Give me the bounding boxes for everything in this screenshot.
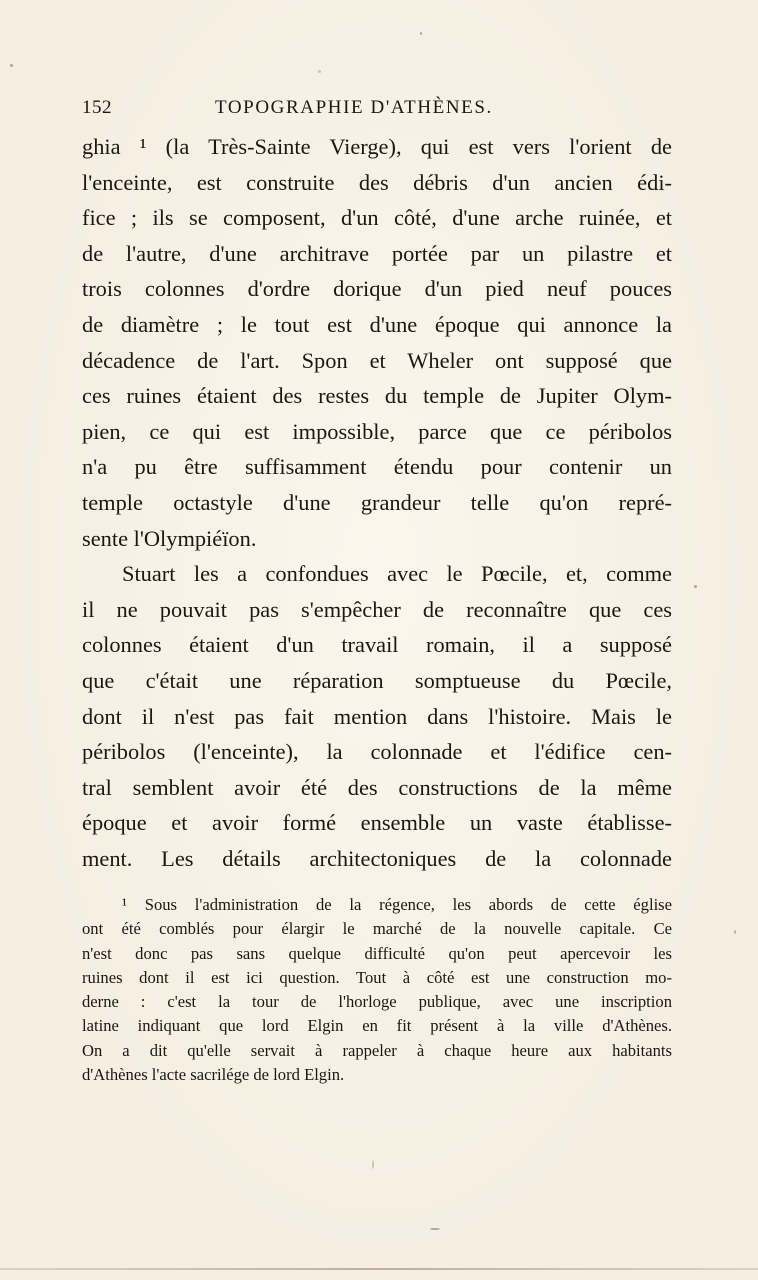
body-line: l'enceinte, est construite des débris d'un ancien édi- bbox=[82, 169, 672, 195]
body-line: pien, ce qui est impossible, parce que ce péribolos bbox=[82, 418, 672, 444]
paper-speck bbox=[430, 1228, 440, 1230]
body-line: Stuart les a confondues avec le Pœcile, et, comme bbox=[122, 561, 672, 587]
body-line: ghia ¹ (la Très-Sainte Vierge), qui est vers l'orient de bbox=[82, 134, 672, 159]
page-header bbox=[82, 97, 670, 123]
body-line: de diamètre ; le tout est d'une époque qui annonce la bbox=[82, 311, 672, 337]
body-line: ment. Les détails architectoniques de la colonnade bbox=[82, 845, 672, 871]
body-line: trois colonnes d'ordre dorique d'un pied neuf pouces bbox=[82, 276, 672, 302]
footnotes bbox=[82, 893, 672, 1087]
footnote-line: n'est donc pas sans quelque difficulté qu'on peut apercevoir les bbox=[82, 943, 672, 963]
body-line: temple octastyle d'une grandeur telle qu'on repré- bbox=[82, 489, 672, 515]
body-line: fice ; ils se composent, d'un côté, d'une arche ruinée, et bbox=[82, 205, 672, 231]
footnote-line: ont été comblés pour élargir le marché de la nouvelle capitale. Ce bbox=[82, 919, 672, 939]
body-line: n'a pu être suffisamment étendu pour contenir un bbox=[82, 454, 672, 480]
body-text bbox=[82, 129, 672, 876]
footnote-line: d'Athènes l'acte sacrilége de lord Elgin. bbox=[82, 1065, 345, 1085]
body-line: colonnes étaient d'un travail romain, il a supposé bbox=[82, 632, 672, 658]
body-line: péribolos (l'enceinte), la colonnade et l'édifice cen- bbox=[82, 739, 672, 765]
paper-speck bbox=[372, 1160, 374, 1169]
body-line: que c'était une réparation somptueuse du Pœcile, bbox=[82, 667, 672, 693]
footnote-line: On a dit qu'elle servait à rappeler à chaque heure aux habitants bbox=[82, 1040, 672, 1060]
footnote-line: latine indiquant que lord Elgin en fit présent à la ville d'Athènes. bbox=[82, 1016, 672, 1036]
footnote-line: derne : c'est la tour de l'horloge publique, avec une inscription bbox=[82, 992, 672, 1012]
paper-speck bbox=[318, 70, 321, 73]
paper-speck bbox=[734, 930, 736, 934]
page-edge bbox=[0, 1268, 758, 1270]
body-line: tral semblent avoir été des constructions de la même bbox=[82, 774, 672, 800]
body-line: il ne pouvait pas s'empêcher de reconnaître que ces bbox=[82, 596, 672, 622]
body-line: époque et avoir formé ensemble un vaste établisse- bbox=[82, 810, 672, 836]
page-number: 152 bbox=[82, 97, 112, 118]
body-line: de l'autre, d'une architrave portée par un pilastre et bbox=[82, 240, 672, 266]
paper-speck bbox=[10, 64, 13, 67]
body-line: décadence de l'art. Spon et Wheler ont supposé que bbox=[82, 347, 672, 373]
paper-speck bbox=[694, 585, 697, 588]
body-line: ces ruines étaient des restes du temple de Jupiter Olym- bbox=[82, 383, 672, 409]
running-title: TOPOGRAPHIE D'ATHÈNES. bbox=[215, 97, 493, 118]
body-line: dont il n'est pas fait mention dans l'histoire. Mais le bbox=[82, 703, 672, 729]
footnote-line: ¹ Sous l'administration de la régence, les abords de cette église bbox=[122, 895, 672, 914]
footnote-line: ruines dont il est ici question. Tout à côté est une construction mo- bbox=[82, 967, 672, 987]
body-line: sente l'Olympiéïon. bbox=[82, 525, 257, 551]
paper-speck bbox=[420, 32, 422, 35]
